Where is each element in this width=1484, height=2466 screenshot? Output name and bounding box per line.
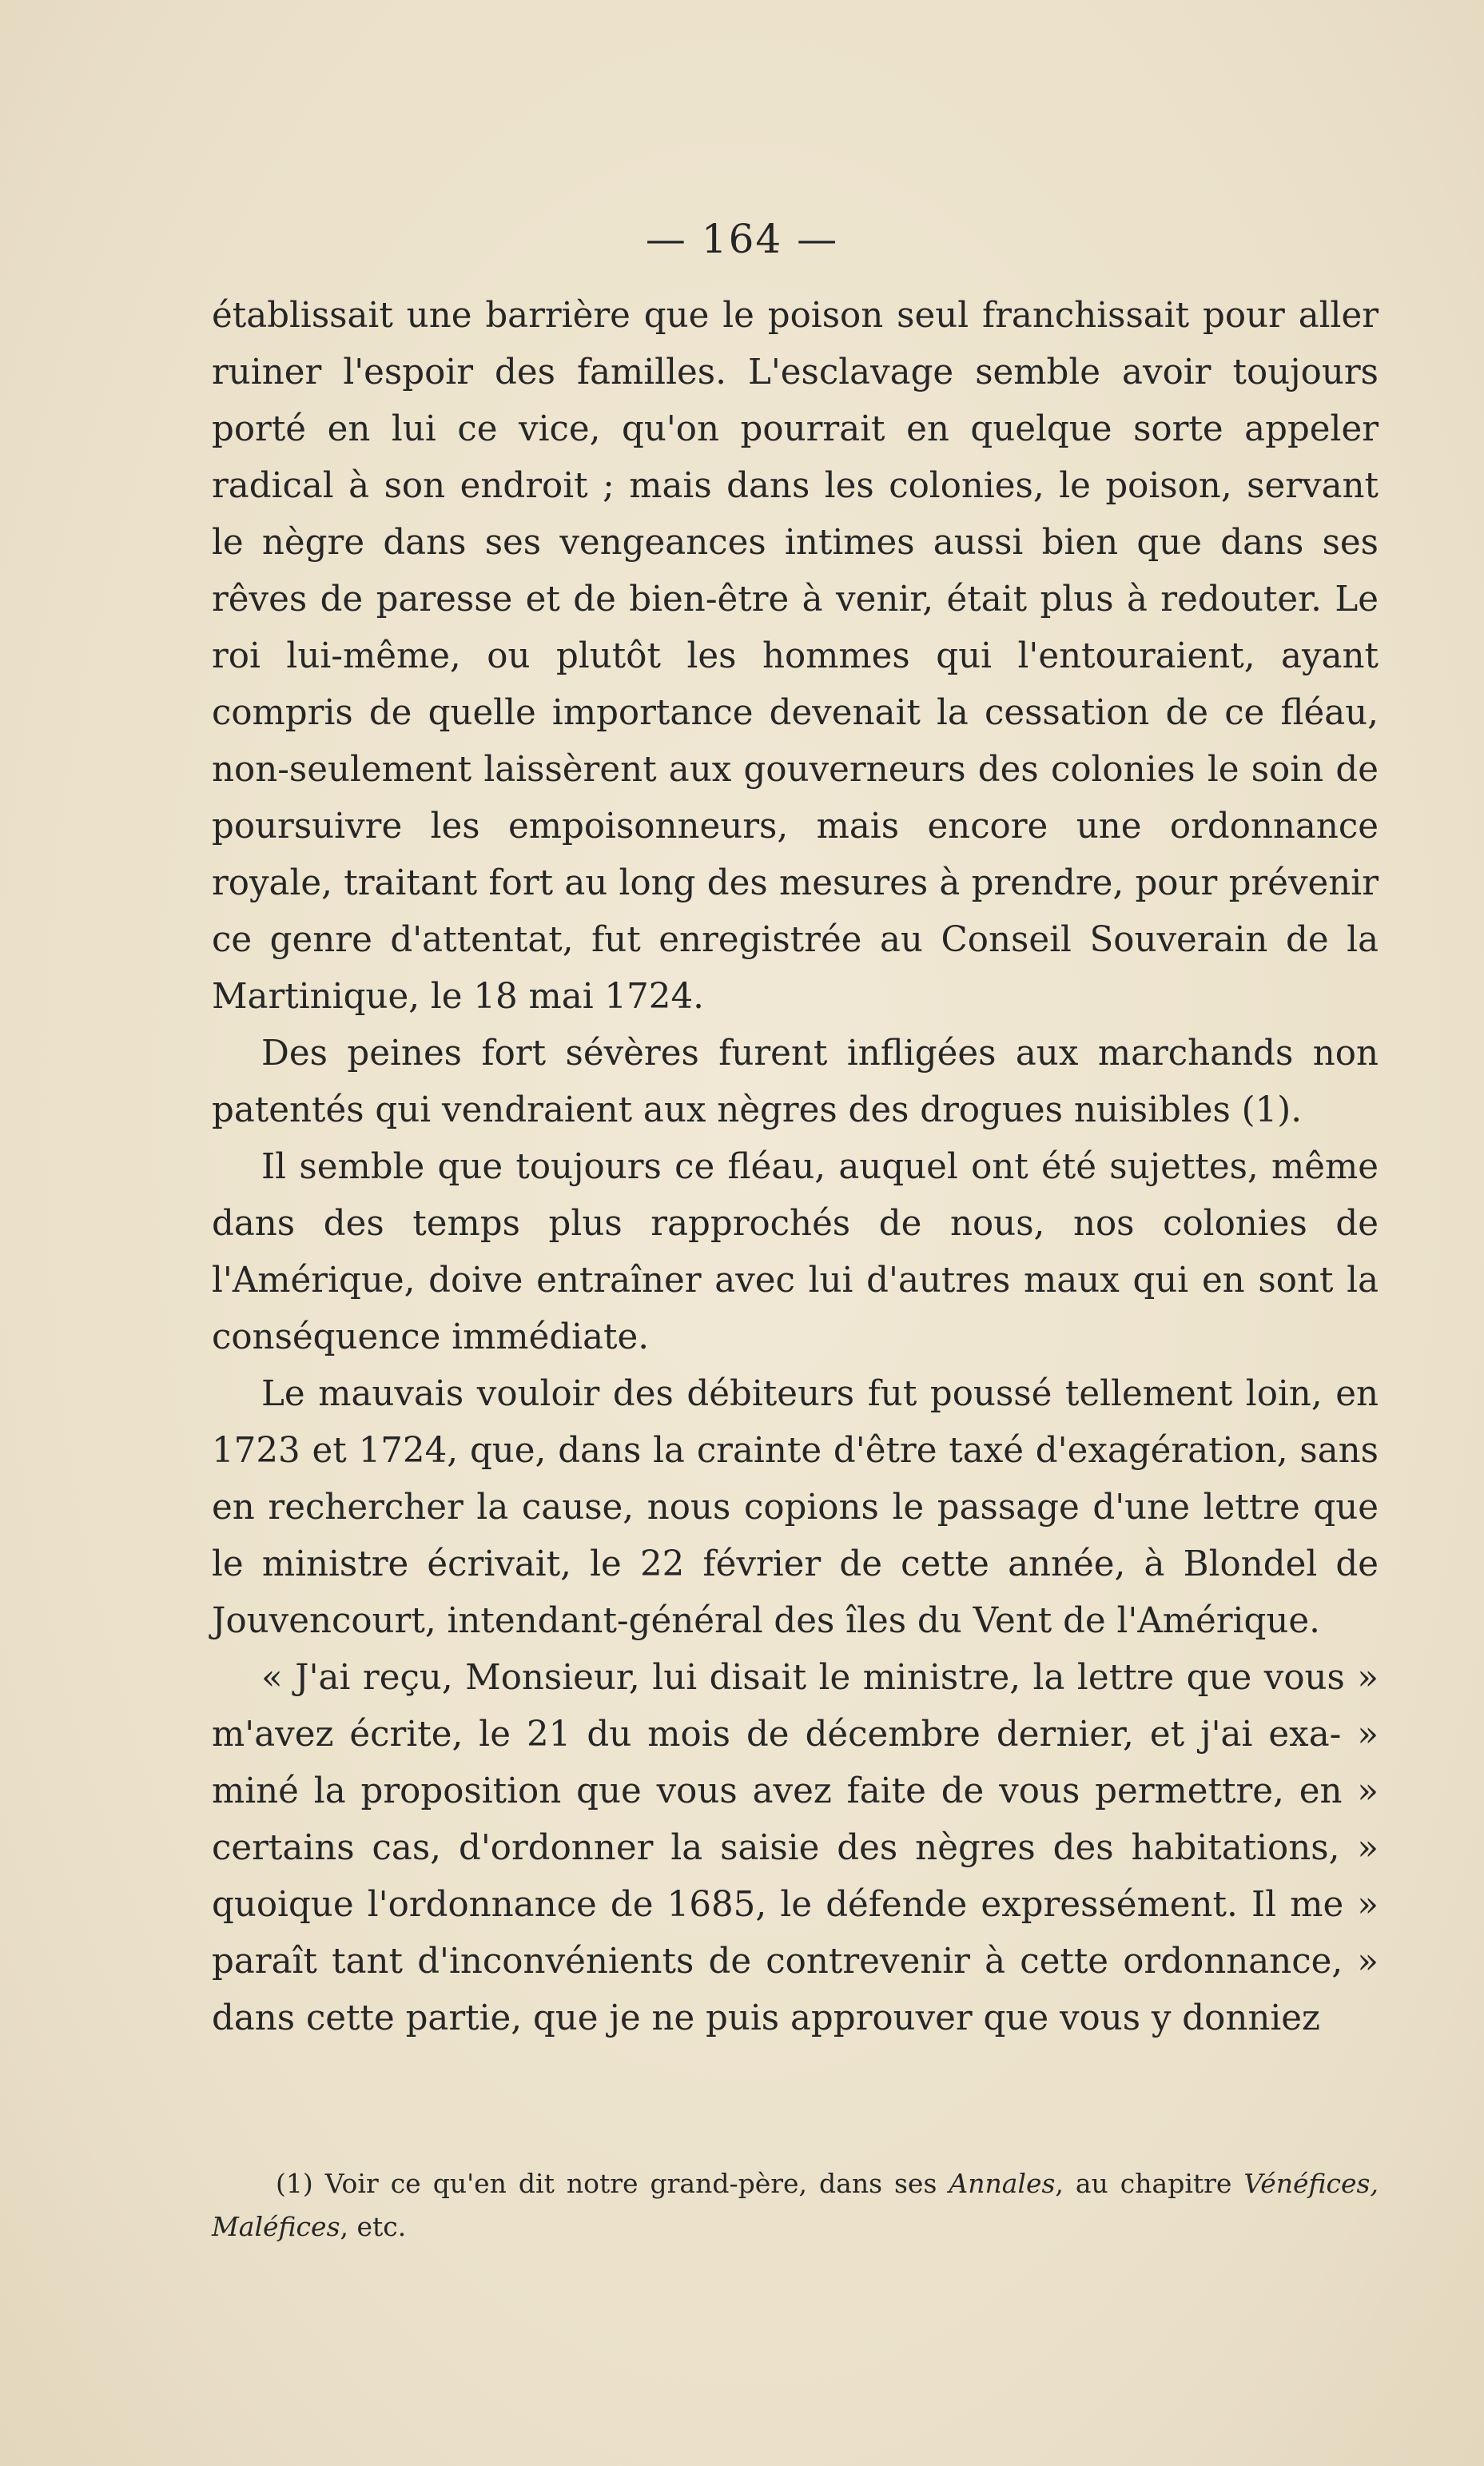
- paragraph: Il semble que toujours ce fléau, auquel ont été sujettes, même dans des temps plus rapprochés de nous, nos colonies de l'Amérique, doive entraîner avec lui d'autres maux qui en sont la conséquence immédiate.: [212, 1147, 1379, 1357]
- paragraph: Le mauvais vouloir des débiteurs fut poussé tellement loin, en 1723 et 1724, que, dans la crainte d'être taxé d'exagération, sans en rechercher la cause, nous copions le passage d'une lettre que le ministre écrivait, le 22 février de cette année, à Blondel de Jouvencourt, intendant-général des îles du Vent de l'Amérique.: [212, 1374, 1379, 1641]
- footnote-title: Annales: [949, 2168, 1056, 2199]
- footnote-prefix: (1) Voir ce qu'en dit notre grand-père, dans ses: [276, 2168, 937, 2199]
- footnote-middle: , au chapitre: [1055, 2168, 1232, 2199]
- body-text: [212, 288, 1379, 2047]
- footnote-suffix: , etc.: [340, 2211, 407, 2242]
- page-number: — 164 —: [645, 216, 839, 262]
- paragraph: établissait une barrière que le poison seul franchissait pour aller ruiner l'espoir des familles. L'esclavage semble avoir toujours porté en lui ce vice, qu'on pourrait en quelque sorte appeler radical à son endroit ; mais dans les colonies, le poison, servant le nègre dans ses vengeances intimes aussi bien que dans ses rêves de paresse et de bien-être à venir, était plus à redouter. Le roi lui-même, ou plutôt les hommes qui l'entouraient, ayant compris de quelle importance devenait la cessation de ce fléau, non-seulement laissèrent aux gouverneurs des colonies le soin de poursuivre les empoisonneurs, mais encore une ordonnance royale, traitant fort au long des mesures à prendre, pour prévenir ce genre d'attentat, fut enregistrée au Conseil Souverain de la Martinique, le 18 mai 1724.: [212, 296, 1379, 1017]
- footnote-chapter: Vénéfices, Maléfices: [212, 2168, 1379, 2242]
- footnote: [212, 2162, 1379, 2249]
- paragraph: Des peines fort sévères furent infligées aux marchands non patentés qui vendraient aux nègres des drogues nuisibles (1).: [212, 1034, 1379, 1130]
- quotation: « J'ai reçu, Monsieur, lui disait le ministre, la lettre que vous » m'avez écrite, le 21 du mois de décembre dernier, et j'ai exa- » miné la proposition que vous avez faite de vous permettre, en » certains cas, d'ordonner la saisie des nègres des habitations, » quoique l'ordonnance de 1685, le défende expressément. Il me » paraît tant d'inconvénients de contrevenir à cette ordonnance, » dans cette partie, que je ne puis approuver que vous y donniez: [212, 1658, 1379, 2038]
